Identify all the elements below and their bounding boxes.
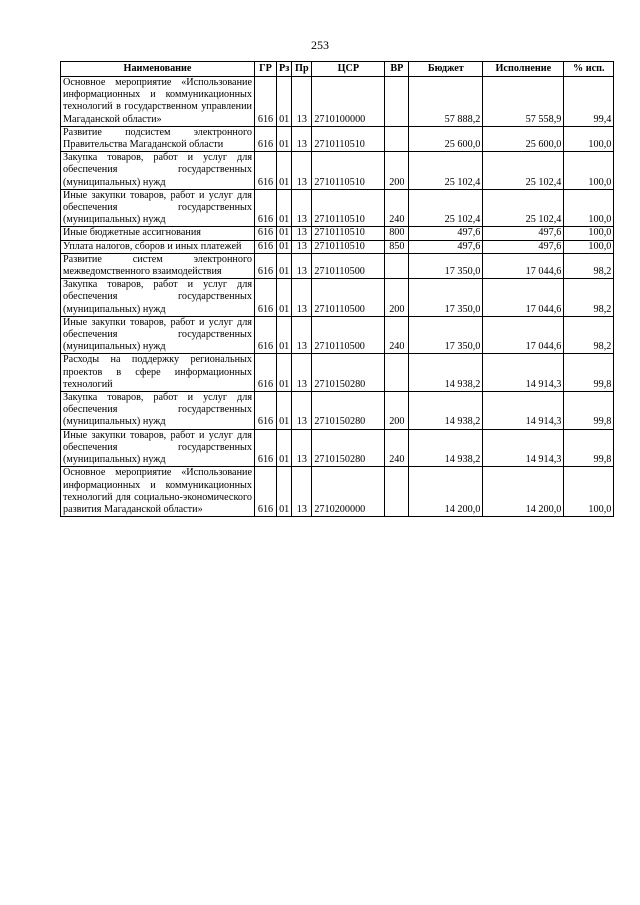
cell-percent: 98,2 bbox=[564, 279, 614, 317]
cell-budget: 17 350,0 bbox=[409, 279, 483, 317]
cell-csr: 2710110510 bbox=[312, 126, 385, 151]
name-line: (муниципальных) нужд bbox=[63, 303, 166, 315]
cell-budget: 25 600,0 bbox=[409, 126, 483, 151]
cell-gr: 616 bbox=[255, 189, 277, 227]
cell-pr: 13 bbox=[292, 253, 312, 278]
name-line: взаимодействия bbox=[152, 266, 222, 278]
cell-gr: 616 bbox=[255, 392, 277, 430]
cell-execution: 57 558,9 bbox=[483, 77, 564, 127]
cell-csr: 2710110510 bbox=[312, 189, 385, 227]
column-header-gr: ГР bbox=[255, 62, 277, 77]
cell-name bbox=[61, 227, 255, 240]
cell-gr: 616 bbox=[255, 467, 277, 517]
cell-vr bbox=[385, 354, 409, 392]
name-line: государственных bbox=[178, 404, 252, 416]
name-line: (муниципальных) нужд bbox=[63, 214, 166, 226]
cell-gr: 616 bbox=[255, 279, 277, 317]
column-header-name: Наименование bbox=[61, 62, 255, 77]
cell-budget: 25 102,4 bbox=[409, 152, 483, 190]
name-line: платежей bbox=[200, 240, 242, 252]
cell-execution: 25 102,4 bbox=[483, 152, 564, 190]
cell-name bbox=[61, 189, 255, 227]
cell-csr: 2710150280 bbox=[312, 354, 385, 392]
cell-percent: 100,0 bbox=[564, 227, 614, 240]
cell-vr: 240 bbox=[385, 316, 409, 354]
table-header-row bbox=[61, 62, 614, 77]
cell-csr: 2710200000 bbox=[312, 467, 385, 517]
cell-name bbox=[61, 253, 255, 278]
cell-gr: 616 bbox=[255, 126, 277, 151]
name-line: информационных bbox=[63, 89, 141, 101]
column-header-vr: ВР bbox=[385, 62, 409, 77]
cell-vr: 800 bbox=[385, 227, 409, 240]
table-row bbox=[61, 279, 614, 317]
cell-budget: 17 350,0 bbox=[409, 253, 483, 278]
name-line: информационных технологий bbox=[63, 366, 252, 390]
cell-execution: 14 914,3 bbox=[483, 429, 564, 467]
name-line: (муниципальных) нужд bbox=[63, 341, 166, 353]
cell-name bbox=[61, 354, 255, 392]
name-line: для социально-экономического bbox=[115, 491, 252, 503]
cell-pr: 13 bbox=[292, 227, 312, 240]
cell-percent: 98,2 bbox=[564, 316, 614, 354]
cell-rz: 01 bbox=[277, 392, 292, 430]
cell-pr: 13 bbox=[292, 189, 312, 227]
cell-csr: 2710110500 bbox=[312, 316, 385, 354]
cell-rz: 01 bbox=[277, 240, 292, 253]
cell-percent: 99,8 bbox=[564, 392, 614, 430]
cell-budget: 25 102,4 bbox=[409, 189, 483, 227]
cell-percent: 100,0 bbox=[564, 240, 614, 253]
cell-rz: 01 bbox=[277, 77, 292, 127]
name-line: для обеспечения bbox=[63, 392, 252, 416]
name-line: для обеспечения bbox=[63, 279, 252, 303]
column-header-budget: Бюджет bbox=[409, 62, 483, 77]
cell-name bbox=[61, 392, 255, 430]
cell-budget: 14 200,0 bbox=[409, 467, 483, 517]
name-line: межведомственного bbox=[63, 266, 150, 278]
cell-csr: 2710110510 bbox=[312, 240, 385, 253]
cell-execution: 497,6 bbox=[483, 227, 564, 240]
name-line: Закупка товаров, работ и услуг bbox=[63, 392, 228, 404]
name-line: Основное мероприятие bbox=[63, 467, 172, 479]
cell-csr: 2710110500 bbox=[312, 279, 385, 317]
cell-name bbox=[61, 240, 255, 253]
cell-percent: 100,0 bbox=[564, 189, 614, 227]
cell-vr: 200 bbox=[385, 392, 409, 430]
name-line: и коммуникационных технологий bbox=[63, 89, 252, 113]
cell-rz: 01 bbox=[277, 279, 292, 317]
name-line: Магаданской области» bbox=[63, 113, 162, 125]
cell-execution: 14 914,3 bbox=[483, 392, 564, 430]
name-line: государственных bbox=[178, 291, 252, 303]
cell-pr: 13 bbox=[292, 240, 312, 253]
name-line: Развитие подсистем электронного bbox=[63, 126, 252, 138]
cell-budget: 14 938,2 bbox=[409, 429, 483, 467]
cell-percent: 100,0 bbox=[564, 467, 614, 517]
cell-pr: 13 bbox=[292, 126, 312, 151]
cell-rz: 01 bbox=[277, 189, 292, 227]
cell-csr: 2710100000 bbox=[312, 77, 385, 127]
cell-budget: 497,6 bbox=[409, 240, 483, 253]
table-body bbox=[61, 77, 614, 517]
table-row bbox=[61, 240, 614, 253]
cell-budget: 497,6 bbox=[409, 227, 483, 240]
cell-pr: 13 bbox=[292, 279, 312, 317]
cell-gr: 616 bbox=[255, 152, 277, 190]
page-number: 253 bbox=[311, 38, 329, 52]
cell-gr: 616 bbox=[255, 240, 277, 253]
table-row bbox=[61, 77, 614, 127]
cell-gr: 616 bbox=[255, 429, 277, 467]
cell-vr: 200 bbox=[385, 279, 409, 317]
column-header-csr: ЦСР bbox=[312, 62, 385, 77]
cell-vr: 850 bbox=[385, 240, 409, 253]
name-line: информационных bbox=[63, 479, 141, 491]
cell-rz: 01 bbox=[277, 126, 292, 151]
table-row bbox=[61, 189, 614, 227]
cell-percent: 100,0 bbox=[564, 126, 614, 151]
name-line: Закупка товаров, работ и услуг bbox=[63, 152, 228, 164]
name-line: и услуг для обеспечения bbox=[63, 429, 252, 453]
column-header-execution: Исполнение bbox=[483, 62, 564, 77]
cell-percent: 99,8 bbox=[564, 429, 614, 467]
cell-execution: 25 600,0 bbox=[483, 126, 564, 151]
cell-name bbox=[61, 467, 255, 517]
name-line: Развитие систем электронного bbox=[63, 253, 252, 265]
cell-percent: 99,4 bbox=[564, 77, 614, 127]
cell-rz: 01 bbox=[277, 354, 292, 392]
name-line: «Использование bbox=[181, 467, 252, 479]
name-line: и услуг для обеспечения bbox=[63, 316, 252, 341]
cell-vr bbox=[385, 253, 409, 278]
cell-execution: 17 044,6 bbox=[483, 253, 564, 278]
name-line: Закупка товаров, работ и услуг bbox=[63, 279, 228, 291]
cell-vr: 200 bbox=[385, 152, 409, 190]
name-line: (муниципальных) нужд bbox=[63, 454, 166, 466]
name-line: Уплата налогов, сборов и иных bbox=[63, 240, 199, 252]
name-line: государственных bbox=[178, 164, 252, 176]
name-line: (муниципальных) нужд bbox=[63, 176, 166, 188]
name-line: области bbox=[189, 139, 224, 151]
table-row bbox=[61, 227, 614, 240]
cell-rz: 01 bbox=[277, 227, 292, 240]
name-line: и услуг для обеспечения bbox=[63, 189, 252, 214]
cell-rz: 01 bbox=[277, 467, 292, 517]
cell-name bbox=[61, 126, 255, 151]
cell-rz: 01 bbox=[277, 152, 292, 190]
name-line: Иные закупки товаров, работ bbox=[63, 189, 195, 201]
cell-vr bbox=[385, 467, 409, 517]
cell-percent: 98,2 bbox=[564, 253, 614, 278]
cell-csr: 2710150280 bbox=[312, 392, 385, 430]
cell-pr: 13 bbox=[292, 392, 312, 430]
cell-csr: 2710110510 bbox=[312, 227, 385, 240]
cell-gr: 616 bbox=[255, 354, 277, 392]
name-line: Основное мероприятие bbox=[63, 77, 172, 88]
cell-gr: 616 bbox=[255, 253, 277, 278]
cell-vr bbox=[385, 126, 409, 151]
cell-gr: 616 bbox=[255, 77, 277, 127]
column-header-rz: Рз bbox=[277, 62, 292, 77]
name-line: для обеспечения bbox=[63, 152, 252, 176]
name-line: Расходы на поддержку bbox=[63, 354, 180, 366]
cell-pr: 13 bbox=[292, 354, 312, 392]
cell-gr: 616 bbox=[255, 316, 277, 354]
cell-budget: 57 888,2 bbox=[409, 77, 483, 127]
name-line: в государственном управлении bbox=[116, 101, 253, 113]
cell-execution: 14 200,0 bbox=[483, 467, 564, 517]
cell-vr: 240 bbox=[385, 189, 409, 227]
cell-percent: 99,8 bbox=[564, 354, 614, 392]
cell-pr: 13 bbox=[292, 152, 312, 190]
cell-name bbox=[61, 77, 255, 127]
cell-csr: 2710150280 bbox=[312, 429, 385, 467]
cell-name bbox=[61, 279, 255, 317]
name-line: и коммуникационных технологий bbox=[63, 479, 252, 503]
cell-pr: 13 bbox=[292, 467, 312, 517]
name-line: Иные бюджетные ассигнования bbox=[63, 227, 201, 239]
cell-name bbox=[61, 429, 255, 467]
table-row bbox=[61, 354, 614, 392]
cell-name bbox=[61, 152, 255, 190]
table-row bbox=[61, 429, 614, 467]
table-row bbox=[61, 152, 614, 190]
cell-execution: 14 914,3 bbox=[483, 354, 564, 392]
cell-gr: 616 bbox=[255, 227, 277, 240]
cell-execution: 497,6 bbox=[483, 240, 564, 253]
cell-budget: 14 938,2 bbox=[409, 354, 483, 392]
name-line: «Использование bbox=[181, 77, 252, 88]
name-line: государственных bbox=[178, 202, 252, 214]
cell-execution: 25 102,4 bbox=[483, 189, 564, 227]
name-line: Иные закупки товаров, работ bbox=[63, 316, 195, 328]
table-row bbox=[61, 467, 614, 517]
cell-vr bbox=[385, 77, 409, 127]
name-line: Иные закупки товаров, работ bbox=[63, 429, 195, 441]
cell-execution: 17 044,6 bbox=[483, 279, 564, 317]
cell-budget: 17 350,0 bbox=[409, 316, 483, 354]
table-row bbox=[61, 253, 614, 278]
name-line: развития Магаданской области» bbox=[63, 503, 203, 515]
table-row bbox=[61, 126, 614, 151]
cell-rz: 01 bbox=[277, 253, 292, 278]
cell-pr: 13 bbox=[292, 429, 312, 467]
table-row bbox=[61, 316, 614, 354]
table-row bbox=[61, 392, 614, 430]
cell-percent: 100,0 bbox=[564, 152, 614, 190]
name-line: (муниципальных) нужд bbox=[63, 416, 166, 428]
cell-pr: 13 bbox=[292, 77, 312, 127]
cell-execution: 17 044,6 bbox=[483, 316, 564, 354]
name-line: региональных проектов в сфере bbox=[63, 354, 252, 378]
column-header-percent: % исп. bbox=[564, 62, 614, 77]
cell-csr: 2710110500 bbox=[312, 253, 385, 278]
budget-table bbox=[60, 61, 614, 517]
name-line: Правительства Магаданской bbox=[63, 139, 187, 151]
name-line: государственных bbox=[178, 329, 252, 341]
cell-csr: 2710110510 bbox=[312, 152, 385, 190]
cell-name bbox=[61, 316, 255, 354]
cell-rz: 01 bbox=[277, 429, 292, 467]
cell-pr: 13 bbox=[292, 316, 312, 354]
column-header-pr: Пр bbox=[292, 62, 312, 77]
cell-rz: 01 bbox=[277, 316, 292, 354]
cell-budget: 14 938,2 bbox=[409, 392, 483, 430]
cell-vr: 240 bbox=[385, 429, 409, 467]
name-line: государственных bbox=[178, 441, 252, 453]
